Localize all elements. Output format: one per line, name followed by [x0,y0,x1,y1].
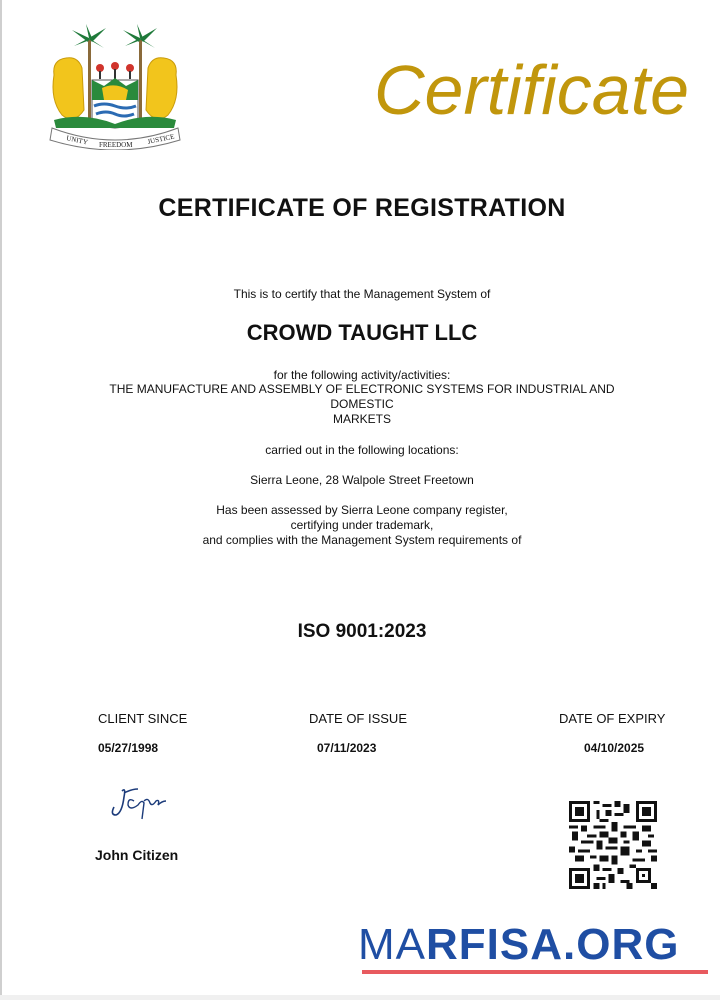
brand-text-bold: RFISA.ORG [426,920,680,969]
signature-icon [108,783,172,823]
activity-line: MARKETS [332,412,391,426]
brand-underline [362,970,708,974]
assessment-line: and complies with the Management System requirements of [202,533,522,547]
date-of-issue-label: DATE OF ISSUE [309,711,407,726]
marfisa-watermark [358,920,679,970]
assessment-line: certifying under trademark, [290,518,434,532]
date-of-issue-value: 07/11/2023 [317,741,377,755]
svg-text:JUSTICE: JUSTICE [146,132,176,146]
activity-line: DOMESTIC [330,397,394,411]
svg-text:UNITY: UNITY [65,134,89,147]
date-of-expiry-value: 04/10/2025 [584,741,645,755]
location-address: Sierra Leone, 28 Walpole Street Freetown [250,473,474,487]
company-name: CROWD TAUGHT LLC [246,320,478,345]
signatory-name: John Citizen [95,847,179,863]
locations-intro: carried out in the following locations: [265,443,459,457]
activity-intro: for the following activity/activities: [273,368,451,382]
certificate-heading: Certificate [374,51,690,129]
client-since-label: CLIENT SINCE [98,711,188,726]
intro-text: This is to certify that the Management System of [233,287,491,301]
standard-name: ISO 9001:2023 [297,621,427,642]
coat-of-arms-icon [44,20,186,150]
date-of-expiry-label: DATE OF EXPIRY [559,711,666,726]
qr-code-icon[interactable] [568,801,658,889]
document-title: CERTIFICATE OF REGISTRATION [158,194,566,222]
client-since-value: 05/27/1998 [98,741,159,755]
brand-text-thin: MA [358,920,426,969]
svg-text:FREEDOM: FREEDOM [99,141,133,149]
assessment-line: Has been assessed by Sierra Leone company register, [216,503,508,517]
activity-line: THE MANUFACTURE AND ASSEMBLY OF ELECTRONIC SYSTEMS FOR INDUSTRIAL AND [109,382,615,396]
